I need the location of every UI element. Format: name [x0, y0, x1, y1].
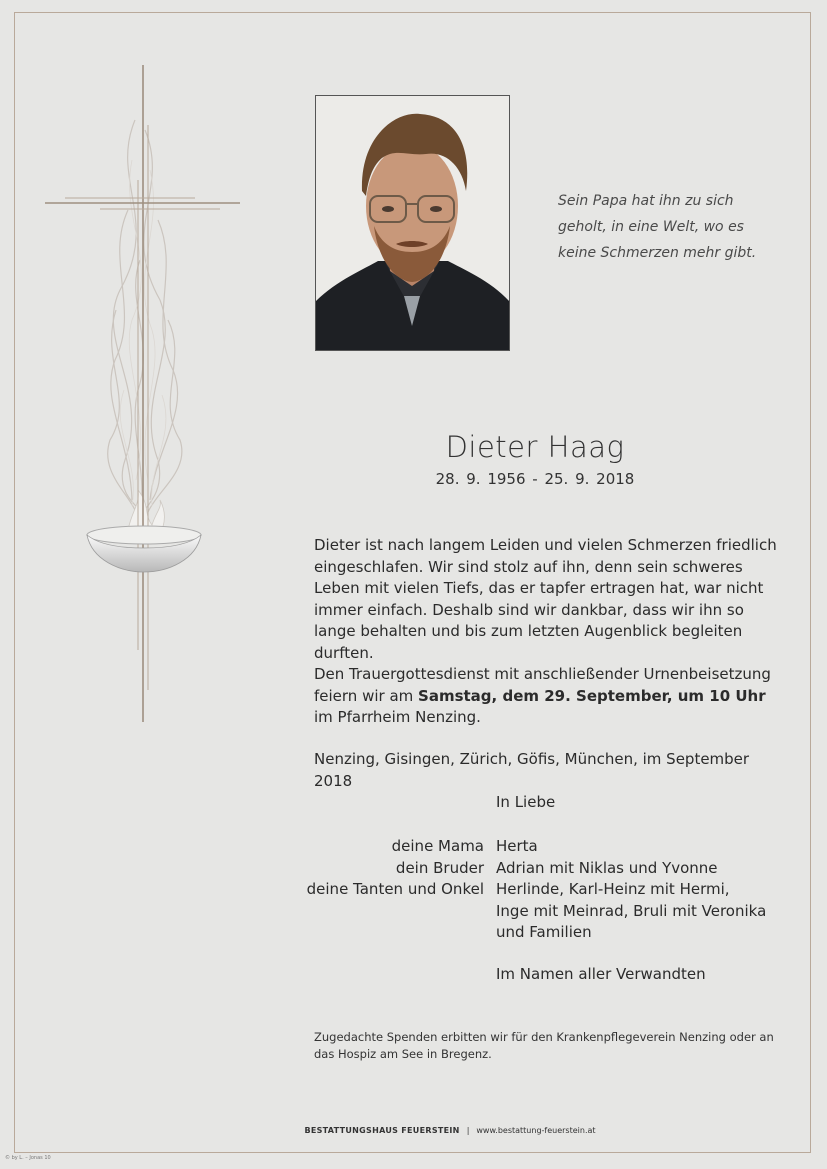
imprint-note: © by L. – Jonas 10 [5, 1155, 51, 1161]
cross-with-flame-bowl-icon [40, 60, 250, 730]
donation-note: Zugedachte Spenden erbitten wir für den Krankenpflegeverein Nenzing oder an das Hospiz am See in Bregenz. [314, 1030, 774, 1061]
family-role: dein Bruder [395, 858, 484, 877]
deceased-name: Dieter Haag [445, 430, 625, 464]
funeral-home-website[interactable]: www.bestattung-feuerstein.at [476, 1126, 596, 1135]
family-names: Herta [496, 837, 538, 855]
service-text-before: Den Trauergottesdienst mit anschließender Urnenbeisetzung feiern wir am [314, 665, 771, 705]
in-love-line: In Liebe [496, 793, 556, 811]
portrait-photo [315, 95, 510, 351]
family-role [300, 901, 496, 923]
family-names: Herlinde, Karl-Heinz mit Hermi, [496, 880, 730, 898]
family-row [300, 879, 800, 901]
family-row [300, 836, 800, 858]
footer [300, 1126, 600, 1135]
service-date-time: Samstag, dem 29. September, um 10 Uhr [418, 686, 766, 705]
closing-line: Im Namen aller Verwandten [496, 965, 706, 983]
family-role [300, 922, 496, 944]
service-paragraph [314, 664, 784, 729]
footer-separator: | [466, 1126, 470, 1135]
family-role: deine Mama [391, 837, 484, 855]
family-names: und Familien [496, 923, 592, 941]
family-list [300, 836, 800, 944]
family-row [300, 922, 800, 944]
family-row [300, 901, 800, 923]
memorial-quote: Sein Papa hat ihn zu sich geholt, in eine Welt, wo es keine Schmerzen mehr gibt. [558, 193, 757, 261]
announcement-paragraph: Dieter ist nach langem Leiden und vielen Schmerzen friedlich eingeschlafen. Wir sind stolz auf ihn, denn sein schweres Leben mit vielen Tiefs, das er tapfer ertragen hat, war nicht immer einfach. Deshalb sind wir dankbar, dass wir ihn so lange behalten und bis zum letzten Augenblick begleiten durften. [314, 536, 777, 662]
family-role: deine Tanten und Onkel [306, 880, 484, 898]
life-dates: 28. 9. 1956 - 25. 9. 2018 [435, 470, 635, 488]
family-names: Adrian mit Niklas und Yvonne [496, 858, 718, 877]
portrait-illustration [316, 96, 509, 350]
service-text-after: im Pfarrheim Nenzing. [314, 708, 481, 726]
family-names: Inge mit Meinrad, Bruli mit Veronika [496, 901, 767, 920]
places-date-line: Nenzing, Gisingen, Zürich, Göfis, München, im September 2018 [314, 750, 750, 790]
family-row [300, 858, 800, 880]
funeral-home-name: BESTATTUNGSHAUS FEUERSTEIN [304, 1126, 460, 1135]
